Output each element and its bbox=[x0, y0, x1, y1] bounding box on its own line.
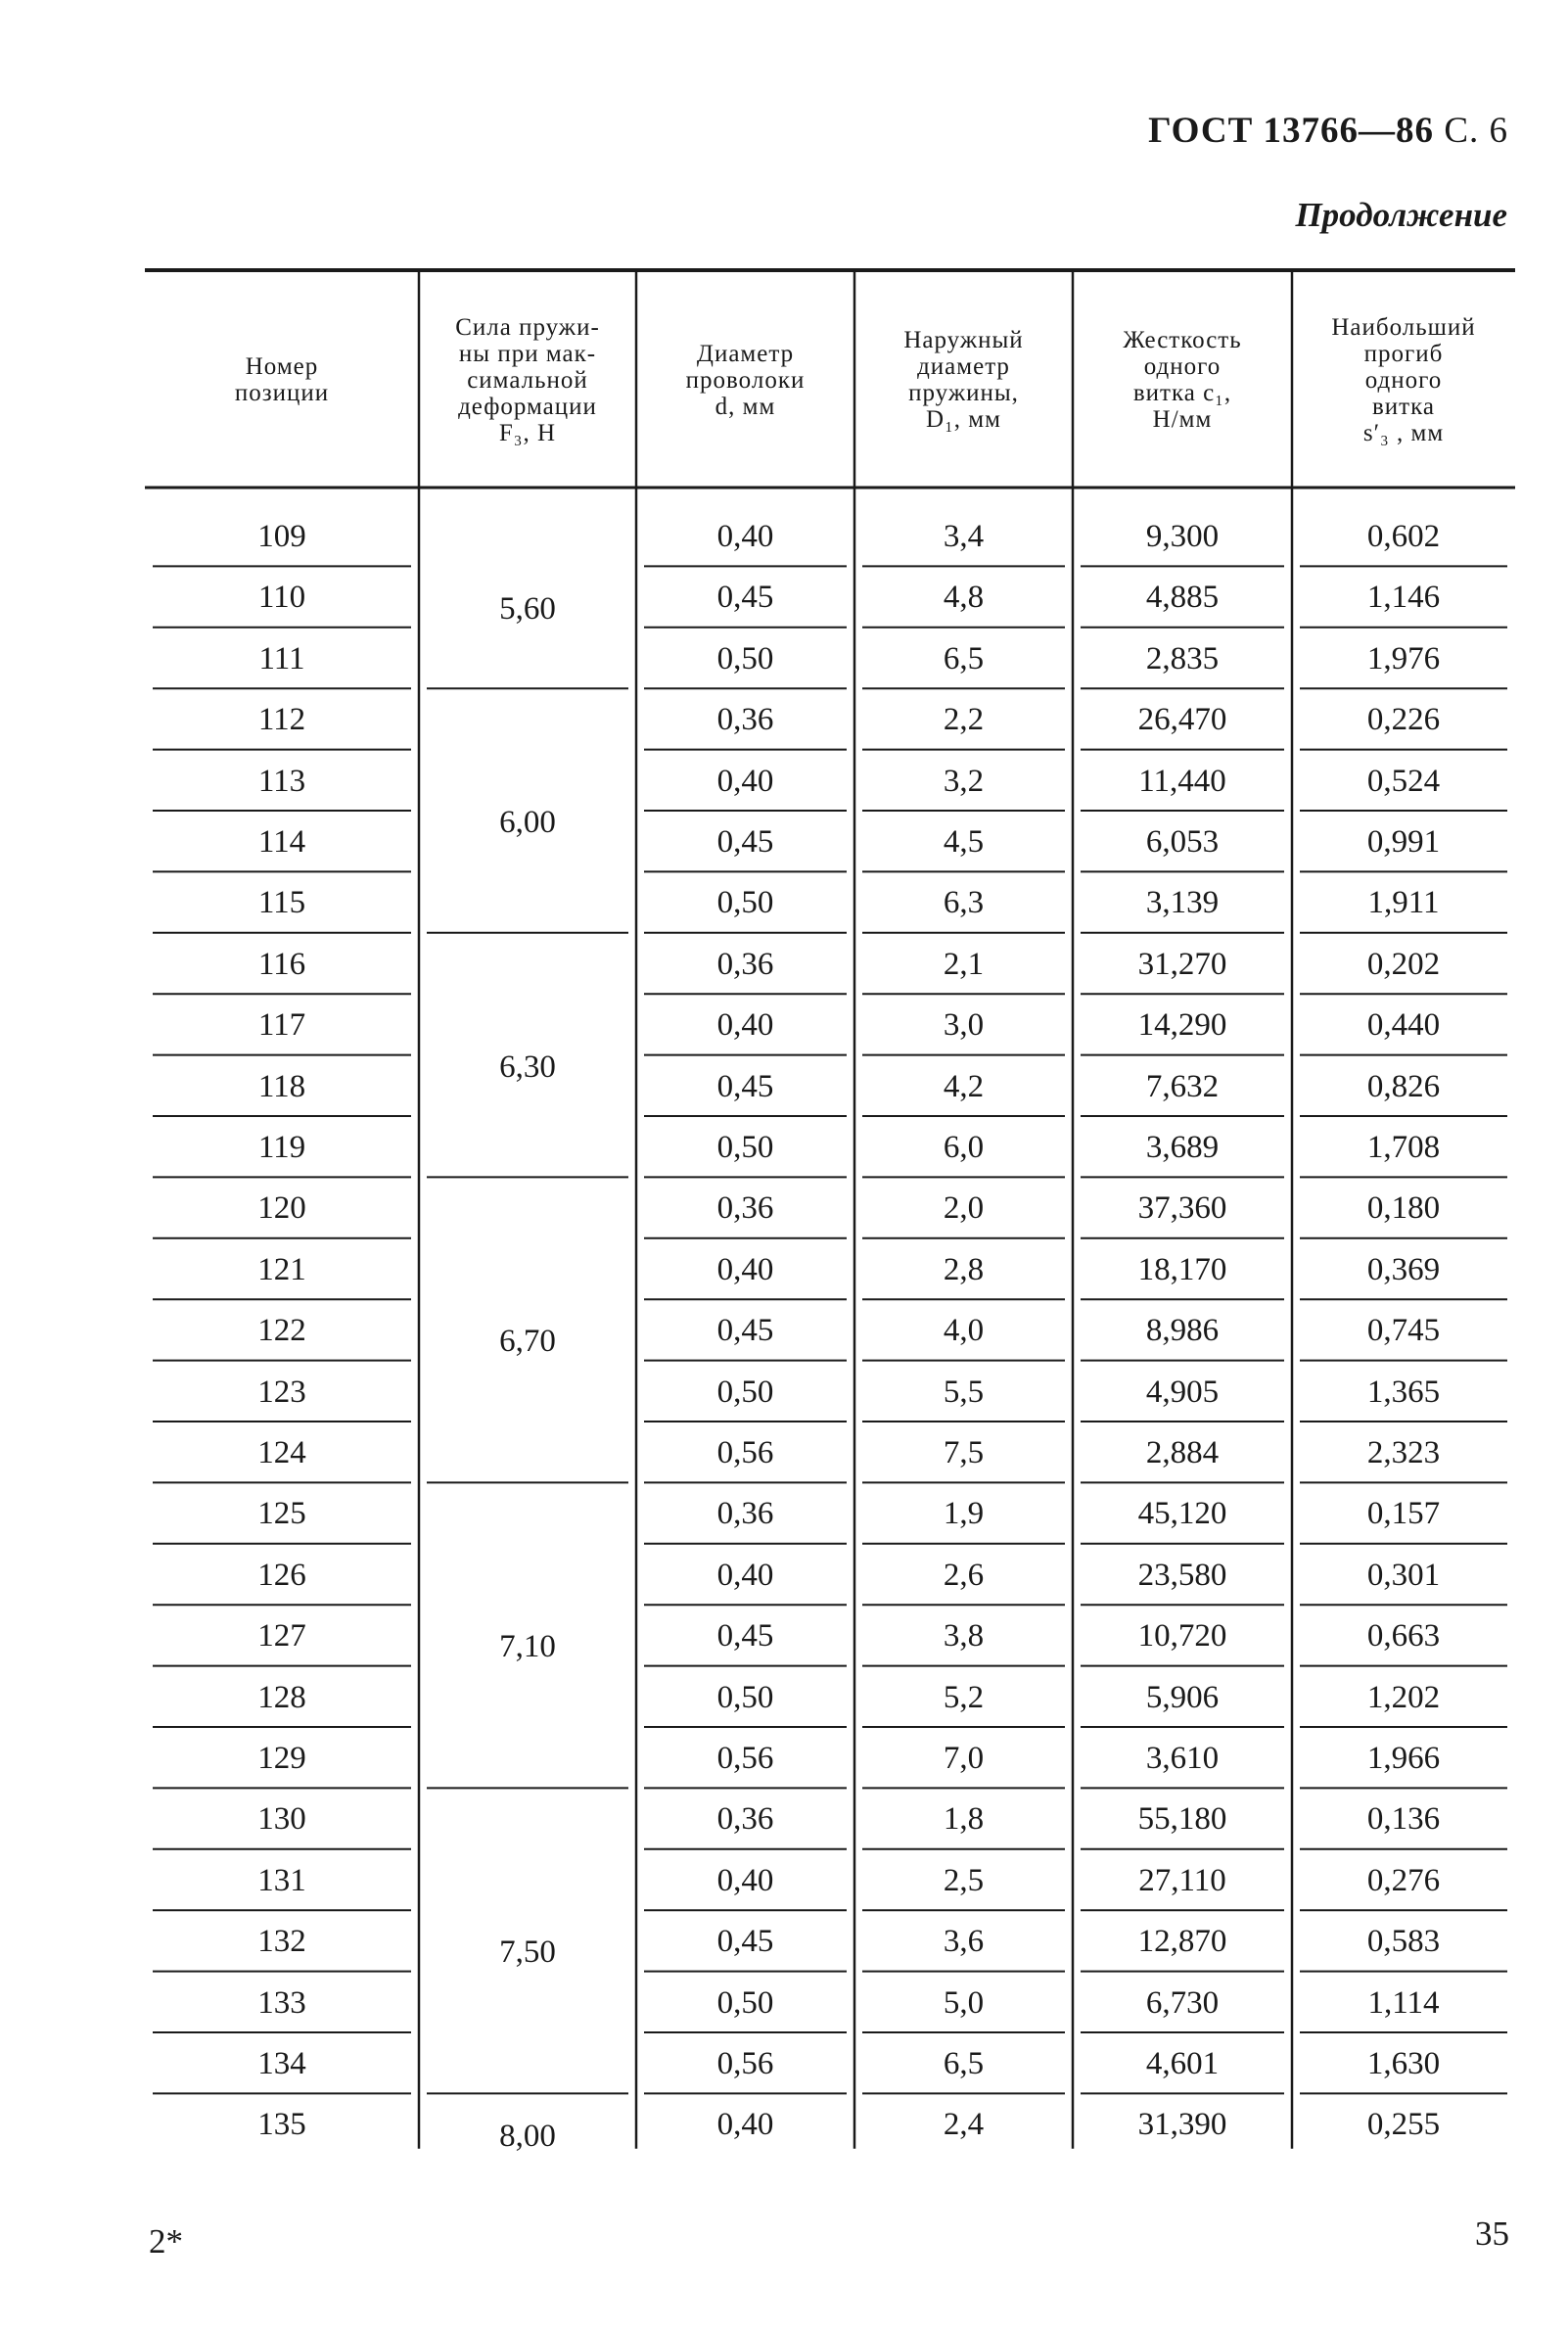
table-cell: 1,365 bbox=[1366, 1374, 1441, 1410]
column-header bbox=[151, 353, 413, 406]
column-header-line: Жесткость bbox=[1123, 327, 1242, 353]
table-cell: 23,580 bbox=[1137, 1557, 1227, 1593]
column-header-line: позиции bbox=[234, 380, 330, 406]
column-header-line: проволоки bbox=[685, 366, 806, 394]
table-cell: 31,390 bbox=[1137, 2107, 1227, 2143]
position-number-cell: 123 bbox=[257, 1374, 306, 1410]
table-cell: 0,276 bbox=[1366, 1862, 1441, 1898]
table-cell: 9,300 bbox=[1145, 519, 1220, 554]
table-cell: 1,146 bbox=[1366, 580, 1441, 616]
table-cell: 0,45 bbox=[716, 1313, 774, 1349]
table-cell: 1,9 bbox=[943, 1496, 985, 1532]
table-cell: 2,4 bbox=[943, 2107, 985, 2143]
position-number-cell: 120 bbox=[257, 1190, 306, 1227]
table-cell: 2,2 bbox=[943, 702, 985, 738]
table-cell: 0,826 bbox=[1366, 1068, 1441, 1104]
table-cell: 4,5 bbox=[943, 824, 985, 860]
position-number-cell: 112 bbox=[257, 702, 306, 738]
table-cell: 4,885 bbox=[1145, 580, 1220, 616]
position-number-cell: 124 bbox=[257, 1435, 306, 1470]
table-cell: 14,290 bbox=[1137, 1007, 1227, 1044]
table-cell: 3,6 bbox=[943, 1924, 985, 1960]
table-cell: 3,689 bbox=[1145, 1130, 1220, 1165]
position-number-cell: 122 bbox=[257, 1313, 306, 1349]
force-group-cell: 5,60 bbox=[499, 590, 556, 627]
table-cell: 0,136 bbox=[1366, 1801, 1441, 1838]
table-cell: 0,36 bbox=[716, 1190, 774, 1227]
table-cell: 6,053 bbox=[1145, 824, 1220, 860]
table-cell: 0,180 bbox=[1366, 1190, 1441, 1227]
column-header-line: витка c₁, bbox=[1132, 380, 1232, 406]
table-cell: 0,583 bbox=[1366, 1924, 1441, 1960]
table-cell: 0,745 bbox=[1366, 1313, 1441, 1349]
table-cell: 0,36 bbox=[716, 1496, 774, 1532]
column-header-line: D₁, мм bbox=[926, 406, 1001, 433]
table-cell: 37,360 bbox=[1137, 1190, 1227, 1227]
column-header bbox=[642, 341, 849, 420]
position-number-cell: 115 bbox=[257, 885, 306, 921]
force-group-cell: 6,70 bbox=[499, 1324, 556, 1360]
table-cell: 6,730 bbox=[1145, 1984, 1220, 2021]
column-header-line: одного bbox=[1143, 353, 1222, 380]
table-cell: 31,270 bbox=[1137, 946, 1227, 982]
position-number-cell: 129 bbox=[257, 1741, 306, 1776]
column-header-line: s′₃ , мм bbox=[1362, 419, 1445, 446]
table-cell: 2,6 bbox=[943, 1557, 985, 1593]
column-header-line: Сила пружи- bbox=[455, 313, 600, 341]
column-header-line: ны при мак- bbox=[458, 340, 597, 367]
table-cell: 0,157 bbox=[1366, 1496, 1441, 1532]
position-number-cell: 110 bbox=[257, 580, 306, 616]
table-cell: 6,5 bbox=[943, 2046, 985, 2081]
table-cell: 4,8 bbox=[943, 580, 985, 616]
table-cell: 12,870 bbox=[1137, 1924, 1227, 1960]
table-cell: 2,5 bbox=[943, 1862, 985, 1898]
column-header-line: симальной bbox=[467, 366, 588, 394]
table-cell: 3,2 bbox=[943, 763, 985, 799]
table-cell: 0,991 bbox=[1366, 824, 1441, 860]
column-header-line: Диаметр bbox=[696, 340, 795, 367]
table-cell: 0,45 bbox=[716, 1924, 774, 1960]
table-cell: 5,2 bbox=[943, 1679, 985, 1715]
table-cell: 10,720 bbox=[1137, 1618, 1227, 1655]
table-cell: 0,56 bbox=[716, 1741, 774, 1776]
table-cell: 0,50 bbox=[716, 1679, 774, 1715]
table-cell: 11,440 bbox=[1138, 763, 1226, 799]
table-cell: 2,8 bbox=[943, 1251, 985, 1287]
table-cell: 0,50 bbox=[716, 885, 774, 921]
table-cell: 0,40 bbox=[716, 763, 774, 799]
table-cell: 2,1 bbox=[943, 946, 985, 982]
table-cell: 1,8 bbox=[943, 1801, 985, 1838]
force-group-cell: 6,00 bbox=[499, 805, 556, 840]
table-cell: 0,440 bbox=[1366, 1007, 1441, 1044]
table-cell: 1,202 bbox=[1366, 1679, 1441, 1715]
table-cell: 0,50 bbox=[716, 1984, 774, 2021]
table-cell: 7,0 bbox=[943, 1741, 985, 1776]
table-cell: 0,40 bbox=[716, 519, 774, 554]
position-number-cell: 133 bbox=[257, 1984, 306, 2021]
table-cell: 4,601 bbox=[1145, 2046, 1220, 2081]
table-cell: 45,120 bbox=[1137, 1496, 1227, 1532]
table-cell: 2,835 bbox=[1145, 640, 1220, 676]
table-cell: 0,45 bbox=[716, 580, 774, 616]
table-cell: 0,36 bbox=[716, 702, 774, 738]
page-number: 35 bbox=[1475, 2214, 1509, 2253]
table-cell: 0,202 bbox=[1366, 946, 1441, 982]
table-grid bbox=[145, 264, 1515, 2209]
standard-number: ГОСТ 13766—86 bbox=[1148, 111, 1435, 151]
table-cell: 0,50 bbox=[716, 640, 774, 676]
table-cell: 0,56 bbox=[716, 1435, 774, 1470]
table-cell: 0,524 bbox=[1366, 763, 1441, 799]
table-cell: 5,0 bbox=[943, 1984, 985, 2021]
position-number-cell: 121 bbox=[257, 1251, 306, 1287]
table-cell: 6,5 bbox=[943, 640, 985, 676]
position-number-cell: 128 bbox=[257, 1679, 306, 1715]
table-cell: 1,630 bbox=[1366, 2046, 1441, 2081]
table-cell: 0,40 bbox=[716, 1251, 774, 1287]
table-cell: 0,45 bbox=[716, 1618, 774, 1655]
table-cell: 0,36 bbox=[716, 1801, 774, 1838]
position-number-cell: 132 bbox=[257, 1924, 306, 1960]
table-cell: 18,170 bbox=[1137, 1251, 1227, 1287]
column-header-line: F₃, Н bbox=[498, 419, 557, 446]
column-header-line: прогиб bbox=[1363, 340, 1444, 367]
table-cell: 7,5 bbox=[943, 1435, 985, 1470]
table-cell: 5,906 bbox=[1145, 1679, 1220, 1715]
force-group-cell: 7,10 bbox=[499, 1629, 556, 1665]
table-cell: 4,2 bbox=[943, 1068, 985, 1104]
table-cell: 6,3 bbox=[943, 885, 985, 921]
column-header bbox=[425, 314, 630, 446]
table-cell: 1,911 bbox=[1367, 885, 1440, 921]
column-header-line: Номер bbox=[245, 353, 319, 380]
table-cell: 0,226 bbox=[1366, 702, 1441, 738]
position-number-cell: 134 bbox=[257, 2046, 306, 2081]
position-number-cell: 113 bbox=[257, 763, 306, 799]
table-cell: 0,255 bbox=[1366, 2107, 1441, 2143]
table-cell: 0,301 bbox=[1366, 1557, 1441, 1593]
column-header bbox=[1298, 314, 1509, 446]
position-number-cell: 131 bbox=[257, 1862, 306, 1898]
table-cell: 4,0 bbox=[943, 1313, 985, 1349]
column-header bbox=[1079, 327, 1286, 433]
column-header-line: Наибольший bbox=[1331, 313, 1476, 341]
column-header-line: деформации bbox=[458, 393, 597, 420]
table-cell: 1,976 bbox=[1366, 640, 1441, 676]
page-label: С. 6 bbox=[1444, 111, 1508, 151]
table-cell: 5,5 bbox=[943, 1374, 985, 1410]
table-cell: 0,602 bbox=[1366, 519, 1441, 554]
position-number-cell: 125 bbox=[257, 1496, 306, 1532]
table-cell: 6,0 bbox=[943, 1130, 985, 1165]
column-header-line: витка bbox=[1372, 393, 1435, 420]
force-group-cell: 8,00 bbox=[499, 2118, 556, 2154]
position-number-cell: 127 bbox=[257, 1618, 306, 1655]
table-cell: 3,139 bbox=[1145, 885, 1220, 921]
column-header-line: Наружный bbox=[903, 327, 1024, 353]
column-header-line: Н/мм bbox=[1152, 406, 1213, 433]
table-cell: 3,4 bbox=[943, 519, 985, 554]
table-cell: 0,40 bbox=[716, 1862, 774, 1898]
position-number-cell: 135 bbox=[257, 2107, 306, 2143]
position-number-cell: 116 bbox=[257, 946, 306, 982]
spring-data-table bbox=[145, 264, 1515, 2209]
position-number-cell: 130 bbox=[257, 1801, 306, 1838]
position-number-cell: 119 bbox=[257, 1130, 306, 1165]
force-group-cell: 6,30 bbox=[499, 1049, 556, 1085]
column-header-line: d, мм bbox=[715, 393, 776, 420]
column-header-line: пружины, bbox=[908, 380, 1019, 406]
signature-mark: 2* bbox=[149, 2222, 183, 2261]
column-header bbox=[860, 327, 1067, 433]
table-cell: 0,369 bbox=[1366, 1251, 1441, 1287]
table-cell: 55,180 bbox=[1137, 1801, 1227, 1838]
table-cell: 2,323 bbox=[1366, 1435, 1441, 1470]
force-group-cell: 7,50 bbox=[499, 1935, 556, 1971]
position-number-cell: 118 bbox=[257, 1068, 306, 1104]
continuation-label: Продолжение bbox=[1295, 196, 1507, 234]
table-cell: 0,45 bbox=[716, 824, 774, 860]
table-cell: 3,8 bbox=[943, 1618, 985, 1655]
table-cell: 26,470 bbox=[1137, 702, 1227, 738]
position-number-cell: 117 bbox=[257, 1007, 306, 1044]
position-number-cell: 126 bbox=[257, 1557, 306, 1593]
table-cell: 2,884 bbox=[1145, 1435, 1220, 1470]
column-header-line: диаметр bbox=[917, 353, 1010, 380]
table-cell: 3,610 bbox=[1145, 1741, 1220, 1776]
table-cell: 1,708 bbox=[1366, 1130, 1441, 1165]
table-cell: 0,56 bbox=[716, 2046, 774, 2081]
table-cell: 0,40 bbox=[716, 1557, 774, 1593]
table-cell: 0,50 bbox=[716, 1374, 774, 1410]
table-cell: 0,40 bbox=[716, 2107, 774, 2143]
table-cell: 8,986 bbox=[1145, 1313, 1220, 1349]
table-cell: 0,45 bbox=[716, 1068, 774, 1104]
position-number-cell: 114 bbox=[257, 824, 306, 860]
column-header-line: одного bbox=[1364, 366, 1443, 394]
document-title bbox=[1148, 110, 1508, 152]
table-cell: 4,905 bbox=[1145, 1374, 1220, 1410]
position-number-cell: 111 bbox=[258, 640, 305, 676]
table-cell: 3,0 bbox=[943, 1007, 985, 1044]
table-cell: 1,114 bbox=[1367, 1984, 1440, 2021]
table-cell: 1,966 bbox=[1366, 1741, 1441, 1776]
table-cell: 0,36 bbox=[716, 946, 774, 982]
table-cell: 0,50 bbox=[716, 1130, 774, 1165]
table-cell: 27,110 bbox=[1138, 1862, 1226, 1898]
table-cell: 0,663 bbox=[1366, 1618, 1441, 1655]
position-number-cell: 109 bbox=[257, 519, 306, 554]
table-cell: 2,0 bbox=[943, 1190, 985, 1227]
table-cell: 0,40 bbox=[716, 1007, 774, 1044]
table-cell: 7,632 bbox=[1145, 1068, 1220, 1104]
